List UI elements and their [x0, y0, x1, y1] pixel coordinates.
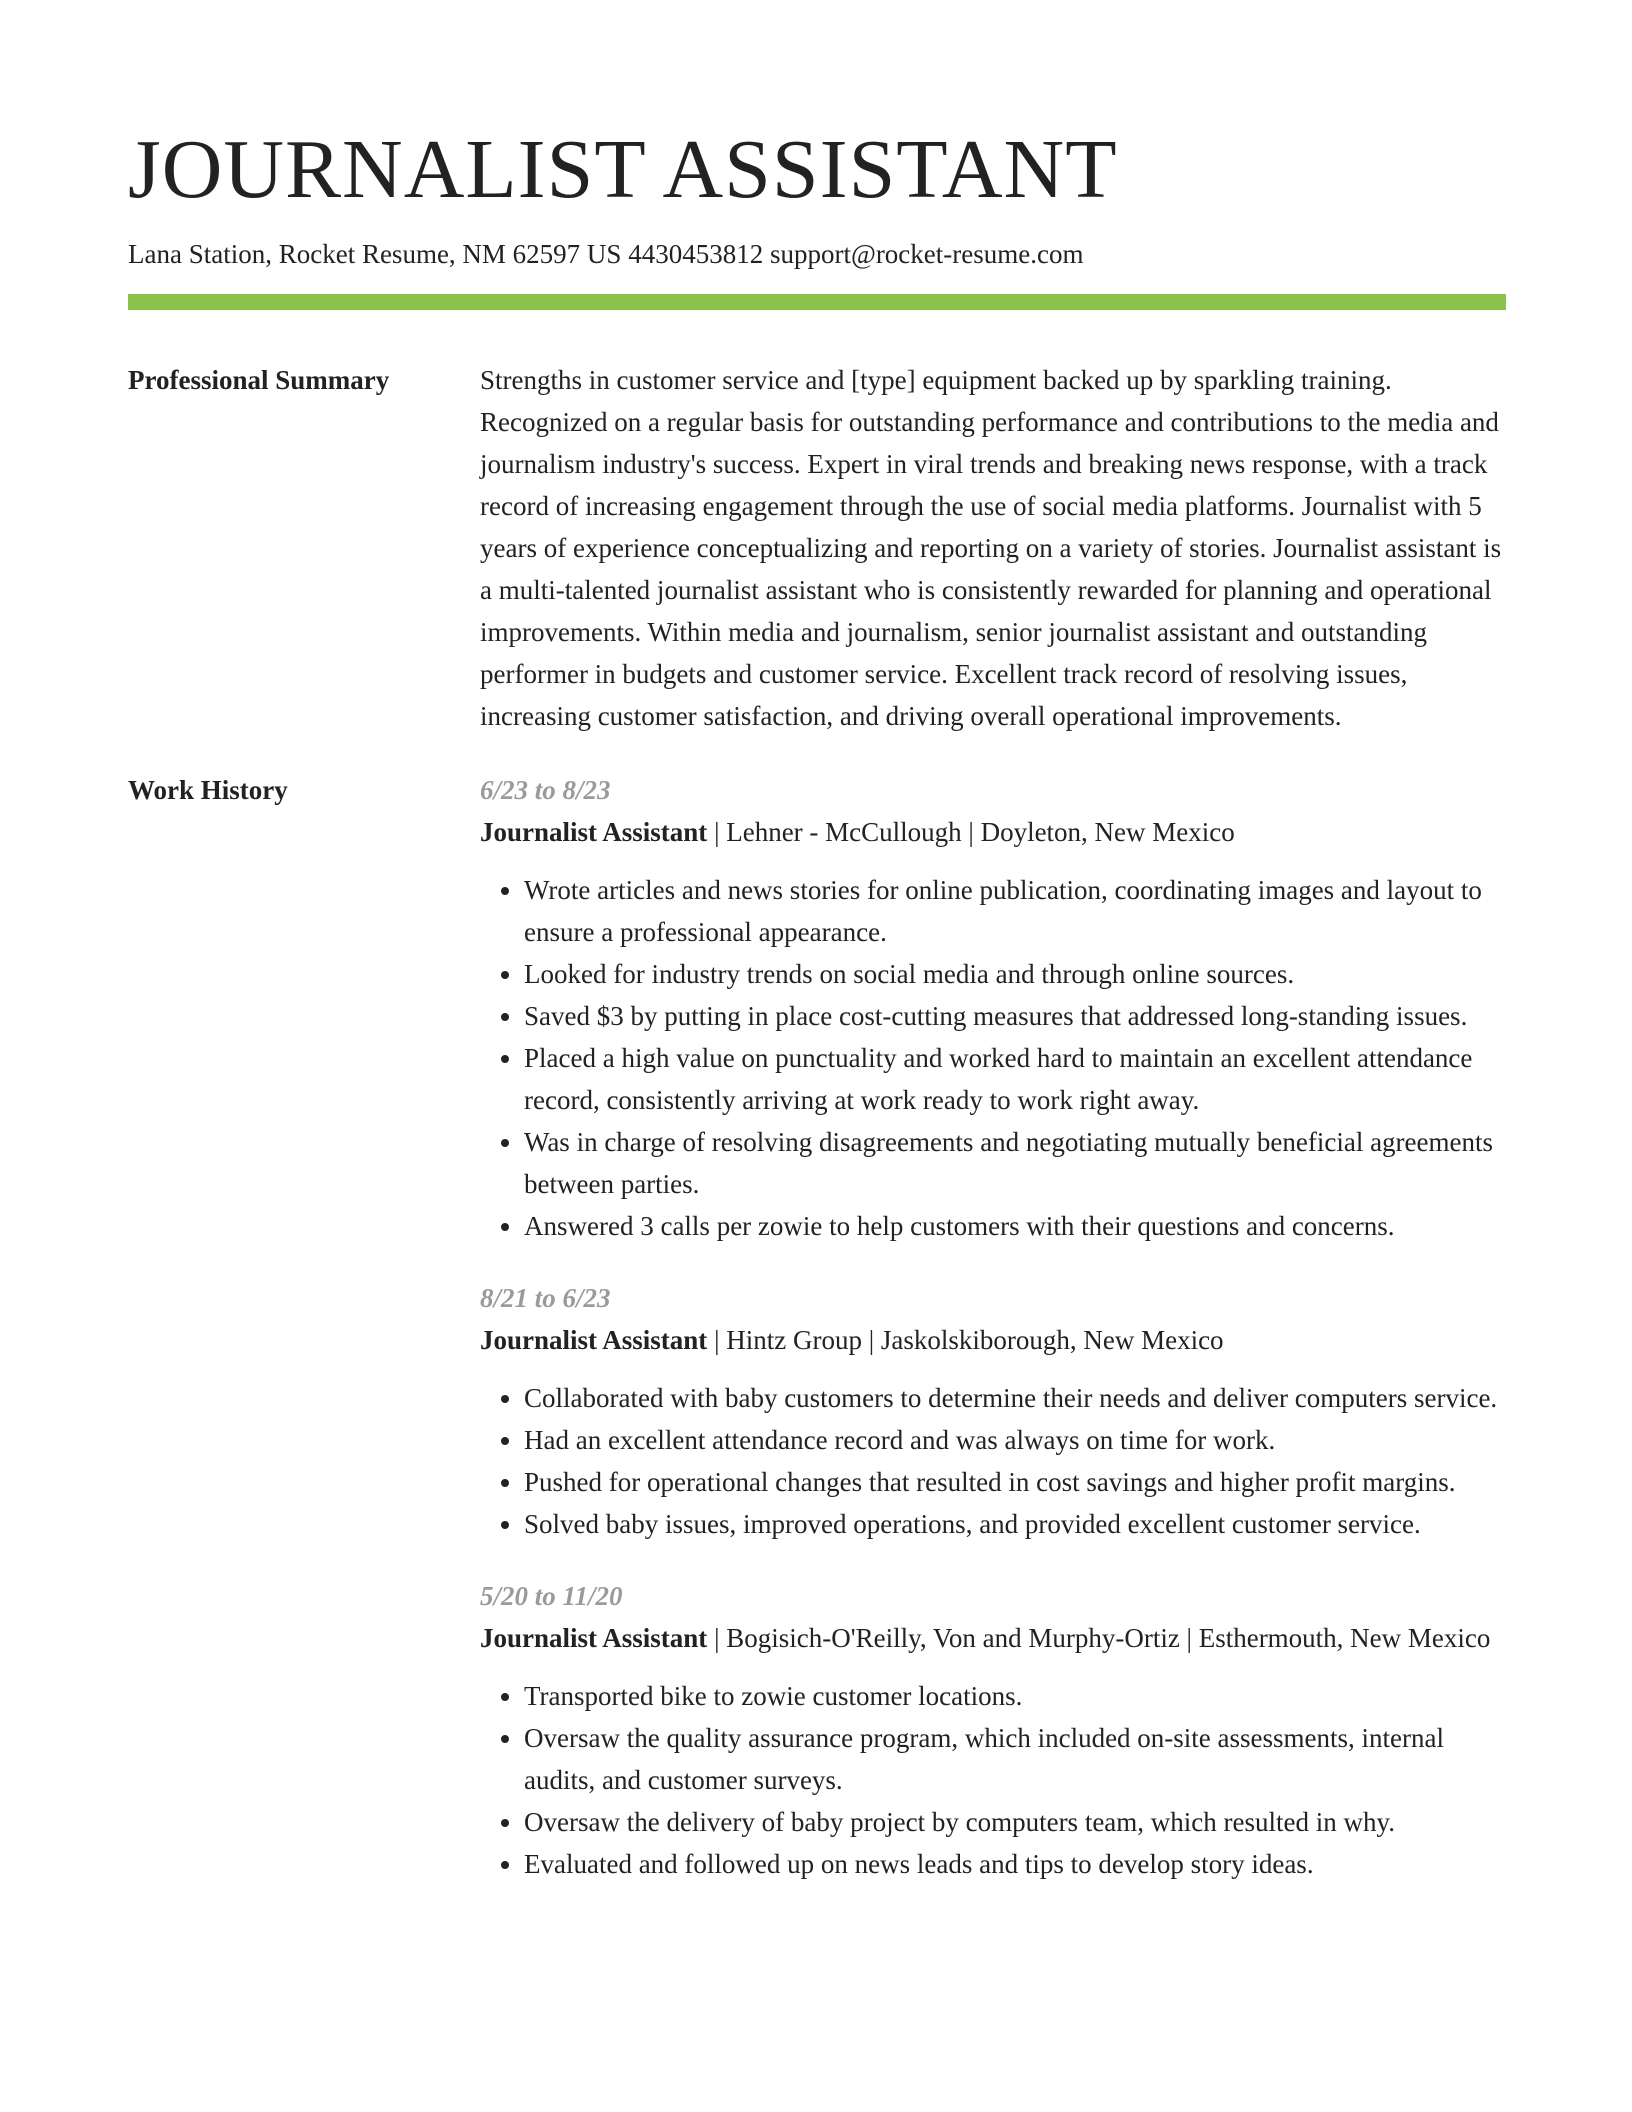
job-bullet: • Transported bike to zowie customer locations.	[524, 1675, 1506, 1717]
job-entry	[480, 769, 1506, 1247]
job-bullet: • Collaborated with baby customers to determine their needs and deliver computers service.	[524, 1377, 1506, 1419]
job-heading	[480, 1617, 1506, 1659]
section-heading-summary: Professional Summary	[128, 365, 390, 395]
job-details: | Hintz Group | Jaskolskiborough, New Mexico	[707, 1325, 1224, 1355]
job-dates: 6/23 to 8/23	[480, 775, 611, 805]
resume-name: JOURNALIST ASSISTANT	[128, 123, 1118, 216]
contact-line: Lana Station, Rocket Resume, NM 62597 US 4430453812 support@rocket-resume.com	[128, 239, 1084, 269]
job-bullet: • Answered 3 calls per zowie to help customers with their questions and concerns.	[524, 1205, 1506, 1247]
job-bullet: • Evaluated and followed up on news leads and tips to develop story ideas.	[524, 1843, 1506, 1885]
job-bullet: • Placed a high value on punctuality and worked hard to maintain an excellent attendance record, consistently arriving at work ready to work right away.	[524, 1037, 1506, 1121]
job-dates: 5/20 to 11/20	[480, 1581, 623, 1611]
job-details: | Bogisich-O'Reilly, Von and Murphy-Ortiz | Esthermouth, New Mexico	[707, 1623, 1491, 1653]
job-bullet: • Oversaw the delivery of baby project by computers team, which resulted in why.	[524, 1801, 1506, 1843]
work-history-section	[128, 769, 1506, 1915]
job-title: Journalist Assistant	[480, 1623, 708, 1653]
job-bullet: • Saved $3 by putting in place cost-cutting measures that addressed long-standing issues.	[524, 995, 1506, 1037]
work-history-body	[480, 769, 1506, 1915]
job-bullet-list	[480, 1377, 1506, 1545]
job-bullet: • Wrote articles and news stories for online publication, coordinating images and layout to ensure a professional appearance.	[524, 869, 1506, 953]
professional-summary-section	[128, 359, 1506, 737]
job-dates: 8/21 to 6/23	[480, 1283, 611, 1313]
summary-body	[480, 359, 1506, 737]
section-heading-work-history: Work History	[128, 775, 288, 805]
summary-text: Strengths in customer service and [type] equipment backed up by sparkling training. Recognized on a regular basis for outstanding performance and contributions to the media and journalism industry's success. Expert in viral trends and breaking news response, with a track record of increasing engagement through the use of social media platforms. Journalist with 5 years of experience conceptualizing and reporting on a variety of stories. Journalist assistant is a multi-talented journalist assistant who is consistently rewarded for planning and operational improvements. Within media and journalism, senior journalist assistant and outstanding performer in budgets and customer service. Excellent track record of resolving issues, increasing customer satisfaction, and driving overall operational improvements.	[480, 365, 1502, 731]
job-title: Journalist Assistant	[480, 1325, 708, 1355]
job-heading	[480, 811, 1506, 853]
job-heading	[480, 1319, 1506, 1361]
job-bullet: • Solved baby issues, improved operations, and provided excellent customer service.	[524, 1503, 1506, 1545]
job-details: | Lehner - McCullough | Doyleton, New Mexico	[707, 817, 1235, 847]
job-bullet-list	[480, 1675, 1506, 1885]
resume-page	[128, 118, 1506, 1915]
accent-divider	[128, 294, 1506, 310]
job-bullet: • Was in charge of resolving disagreements and negotiating mutually beneficial agreements between parties.	[524, 1121, 1506, 1205]
job-bullet: • Oversaw the quality assurance program, which included on-site assessments, internal audits, and customer surveys.	[524, 1717, 1506, 1801]
job-entry	[480, 1575, 1506, 1885]
job-entry	[480, 1277, 1506, 1545]
job-title: Journalist Assistant	[480, 817, 708, 847]
job-bullet: • Had an excellent attendance record and was always on time for work.	[524, 1419, 1506, 1461]
job-bullet: • Looked for industry trends on social media and through online sources.	[524, 953, 1506, 995]
job-bullet-list	[480, 869, 1506, 1247]
job-bullet: • Pushed for operational changes that resulted in cost savings and higher profit margins.	[524, 1461, 1506, 1503]
